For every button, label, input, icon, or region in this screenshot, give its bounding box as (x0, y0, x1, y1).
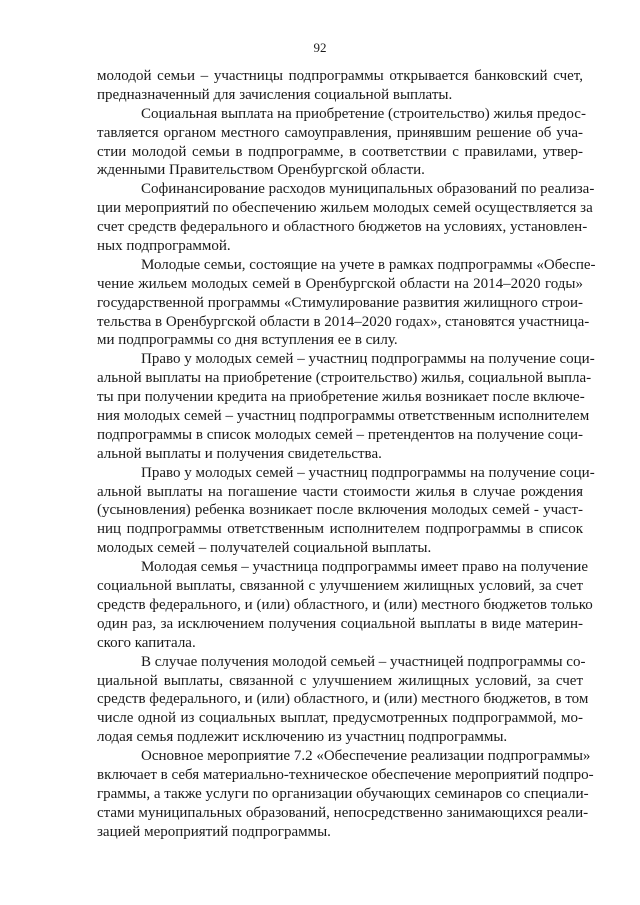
text-line: тавляется органом местного самоуправления, принявшим решение об уча- (97, 124, 583, 141)
text-line: ции мероприятий по обеспечению жильем молодых семей осуществляется за (97, 200, 593, 217)
text-line: ния молодых семей – участниц подпрограммы ответственным исполнителем (97, 408, 590, 425)
text-line: средств федерального, и (или) областного, и (или) местного бюджетов только (97, 596, 593, 613)
text-line: Право у молодых семей – участниц подпрограммы на получение соци- (141, 464, 595, 481)
text-line: Софинансирование расходов муниципальных образований по реализа- (141, 181, 595, 198)
text-line: стии молодой семьи в подпрограмме, в соответствии с правилами, утвер- (97, 143, 583, 160)
text-line: молодых семей – получателей социальной выплаты. (97, 540, 432, 557)
paragraph (97, 180, 595, 256)
text-line: молодой семьи – участницы подпрограммы открывается банковский счет, (97, 68, 583, 84)
text-line: Молодая семья – участница подпрограммы имеет право на получение (141, 559, 588, 576)
text-line: альной выплаты и получения свидетельства. (97, 445, 382, 462)
text-line: чение жильем молодых семей в Оренбургской области на 2014–2020 годы» (97, 275, 583, 292)
text-line: альной выплаты на приобретение (строительство) жилья, социальной выпла- (97, 370, 592, 387)
document-body (97, 67, 596, 842)
text-line: средств федерального, и (или) областного, и (или) местного бюджетов, в том (97, 691, 589, 708)
text-line: (усыновления) ребенка возникает после включения молодых семей - участ- (97, 502, 583, 519)
text-line: ниц подпрограммы ответственным исполнителем подпрограммы в список (97, 521, 583, 538)
text-line: социальной выплаты, связанной с улучшением жилищных условий, за счет (97, 578, 583, 595)
text-line: ных подпрограммой. (97, 238, 231, 255)
text-line: государственной программы «Стимулирование развития жилищного строи- (97, 294, 583, 311)
text-line: ского капитала. (97, 634, 196, 651)
text-line: Право у молодых семей – участниц подпрограммы на получение соци- (141, 351, 595, 368)
text-line: лодая семья подлежит исключению из участниц подпрограммы. (97, 729, 508, 746)
text-line: жденными Правительством Оренбургской области. (97, 162, 425, 179)
text-line: зацией мероприятий подпрограммы. (97, 823, 331, 840)
text-line: Основное мероприятие 7.2 «Обеспечение реализации подпрограммы» (141, 748, 591, 765)
text-line: Молодые семьи, состоящие на учете в рамках подпрограммы «Обеспе- (141, 256, 596, 273)
paragraph (97, 558, 593, 652)
paragraph (97, 256, 596, 350)
text-line: включает в себя материально-техническое обеспечение мероприятий подпро- (97, 766, 594, 783)
page-number: 92 (313, 40, 327, 55)
text-line: В случае получения молодой семьей – участницей подпрограммы со- (141, 653, 586, 670)
text-line: ты при получении кредита на приобретение жилья возникает после включе- (97, 389, 585, 406)
text-line: граммы, а также услуги по организации обучающих семинаров со специали- (97, 785, 589, 802)
paragraph (97, 350, 595, 463)
paragraph (97, 747, 594, 841)
text-line: счет средств федерального и областного бюджетов на условиях, установлен- (97, 219, 588, 236)
text-line: циальной выплаты, связанной с улучшением жилищных условий, за счет (97, 672, 583, 689)
text-line: тельства в Оренбургской области в 2014–2020 годах», становятся участница- (97, 313, 590, 330)
text-line: стами муниципальных образований, непосредственно занимающихся реали- (97, 804, 589, 821)
paragraph (97, 464, 595, 558)
text-line: предназначенный для зачисления социальной выплаты. (97, 86, 453, 103)
text-line: подпрограммы в список молодых семей – претендентов на получение соци- (97, 426, 583, 443)
text-line: один раз, за исключением получения социальной выплаты в виде материн- (97, 615, 583, 632)
text-line: Социальная выплата на приобретение (строительство) жилья предос- (141, 105, 586, 122)
paragraph (97, 653, 589, 747)
paragraph (97, 105, 586, 181)
paragraph (97, 67, 583, 105)
text-line: числе одной из социальных выплат, предусмотренных подпрограммой, мо- (97, 710, 583, 727)
text-line: ми подпрограммы со дня вступления ее в силу. (97, 332, 398, 349)
text-line: альной выплаты на погашение части стоимости жилья в случае рождения (97, 483, 583, 500)
